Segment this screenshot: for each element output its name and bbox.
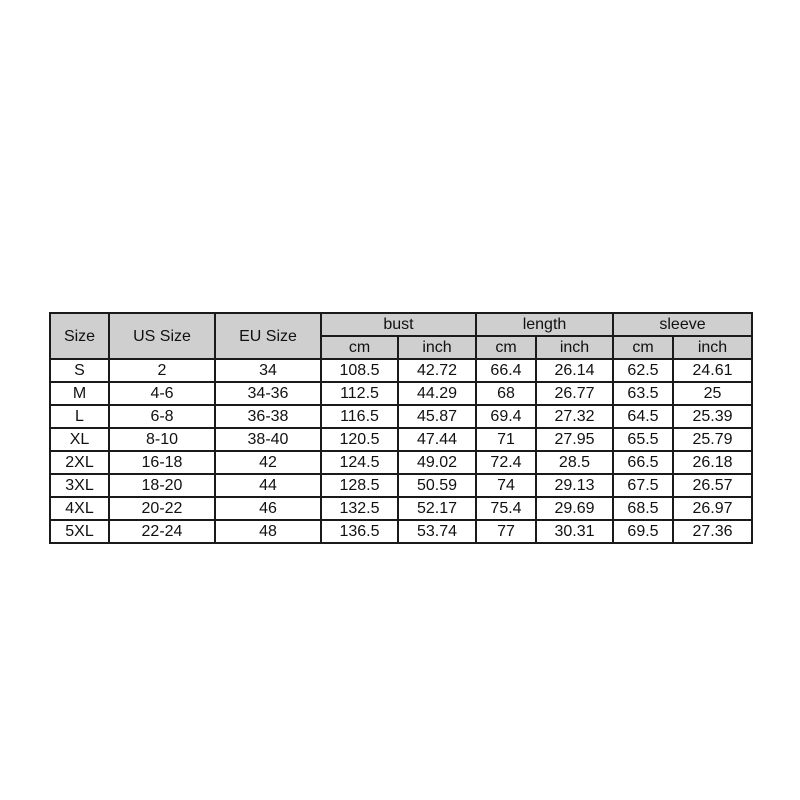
cell-bust-inch: 44.29 <box>398 382 476 405</box>
header-length-cm: cm <box>476 336 536 359</box>
cell-sleeve-inch: 25.79 <box>673 428 752 451</box>
cell-eu-size: 38-40 <box>215 428 321 451</box>
cell-length-cm: 77 <box>476 520 536 543</box>
cell-length-cm: 66.4 <box>476 359 536 382</box>
cell-eu-size: 34-36 <box>215 382 321 405</box>
cell-sleeve-cm: 65.5 <box>613 428 673 451</box>
cell-eu-size: 46 <box>215 497 321 520</box>
cell-us-size: 20-22 <box>109 497 215 520</box>
cell-bust-cm: 112.5 <box>321 382 398 405</box>
table-body <box>50 359 752 543</box>
cell-length-inch: 29.13 <box>536 474 613 497</box>
cell-bust-cm: 116.5 <box>321 405 398 428</box>
cell-bust-cm: 108.5 <box>321 359 398 382</box>
table-row <box>50 382 752 405</box>
cell-us-size: 2 <box>109 359 215 382</box>
table-row <box>50 405 752 428</box>
cell-sleeve-cm: 63.5 <box>613 382 673 405</box>
table-row <box>50 451 752 474</box>
cell-eu-size: 34 <box>215 359 321 382</box>
cell-sleeve-inch: 26.57 <box>673 474 752 497</box>
cell-bust-inch: 42.72 <box>398 359 476 382</box>
cell-us-size: 6-8 <box>109 405 215 428</box>
cell-us-size: 16-18 <box>109 451 215 474</box>
table-row <box>50 474 752 497</box>
cell-bust-cm: 136.5 <box>321 520 398 543</box>
header-row-groups <box>50 313 752 336</box>
cell-size: 4XL <box>50 497 109 520</box>
header-sleeve-cm: cm <box>613 336 673 359</box>
cell-size: 3XL <box>50 474 109 497</box>
cell-sleeve-cm: 68.5 <box>613 497 673 520</box>
cell-sleeve-inch: 25.39 <box>673 405 752 428</box>
cell-sleeve-cm: 67.5 <box>613 474 673 497</box>
cell-bust-inch: 45.87 <box>398 405 476 428</box>
cell-bust-cm: 120.5 <box>321 428 398 451</box>
cell-length-cm: 68 <box>476 382 536 405</box>
header-sleeve: sleeve <box>613 313 752 336</box>
table-header <box>50 313 752 359</box>
cell-eu-size: 42 <box>215 451 321 474</box>
cell-sleeve-cm: 69.5 <box>613 520 673 543</box>
cell-size: XL <box>50 428 109 451</box>
cell-length-inch: 26.77 <box>536 382 613 405</box>
cell-length-cm: 75.4 <box>476 497 536 520</box>
cell-bust-cm: 124.5 <box>321 451 398 474</box>
header-size: Size <box>50 313 109 359</box>
table-row <box>50 520 752 543</box>
cell-bust-cm: 128.5 <box>321 474 398 497</box>
cell-us-size: 8-10 <box>109 428 215 451</box>
size-chart-table <box>49 312 753 544</box>
cell-length-cm: 69.4 <box>476 405 536 428</box>
cell-length-inch: 29.69 <box>536 497 613 520</box>
cell-eu-size: 48 <box>215 520 321 543</box>
cell-us-size: 22-24 <box>109 520 215 543</box>
cell-bust-inch: 47.44 <box>398 428 476 451</box>
cell-size: 2XL <box>50 451 109 474</box>
header-bust: bust <box>321 313 476 336</box>
cell-bust-inch: 52.17 <box>398 497 476 520</box>
cell-sleeve-cm: 66.5 <box>613 451 673 474</box>
cell-eu-size: 44 <box>215 474 321 497</box>
cell-size: L <box>50 405 109 428</box>
cell-size: M <box>50 382 109 405</box>
cell-bust-inch: 53.74 <box>398 520 476 543</box>
cell-sleeve-inch: 26.18 <box>673 451 752 474</box>
cell-bust-cm: 132.5 <box>321 497 398 520</box>
cell-length-inch: 30.31 <box>536 520 613 543</box>
cell-length-inch: 28.5 <box>536 451 613 474</box>
cell-bust-inch: 50.59 <box>398 474 476 497</box>
table-row <box>50 497 752 520</box>
header-length: length <box>476 313 613 336</box>
cell-length-inch: 27.32 <box>536 405 613 428</box>
cell-length-cm: 74 <box>476 474 536 497</box>
cell-size: S <box>50 359 109 382</box>
cell-length-inch: 27.95 <box>536 428 613 451</box>
cell-us-size: 18-20 <box>109 474 215 497</box>
table-row <box>50 359 752 382</box>
cell-us-size: 4-6 <box>109 382 215 405</box>
cell-sleeve-cm: 64.5 <box>613 405 673 428</box>
cell-length-cm: 72.4 <box>476 451 536 474</box>
header-bust-cm: cm <box>321 336 398 359</box>
header-length-inch: inch <box>536 336 613 359</box>
cell-length-inch: 26.14 <box>536 359 613 382</box>
cell-sleeve-cm: 62.5 <box>613 359 673 382</box>
cell-bust-inch: 49.02 <box>398 451 476 474</box>
table-row <box>50 428 752 451</box>
cell-size: 5XL <box>50 520 109 543</box>
cell-sleeve-inch: 27.36 <box>673 520 752 543</box>
header-bust-inch: inch <box>398 336 476 359</box>
cell-sleeve-inch: 26.97 <box>673 497 752 520</box>
header-eu-size: EU Size <box>215 313 321 359</box>
header-us-size: US Size <box>109 313 215 359</box>
cell-sleeve-inch: 25 <box>673 382 752 405</box>
cell-eu-size: 36-38 <box>215 405 321 428</box>
cell-sleeve-inch: 24.61 <box>673 359 752 382</box>
cell-length-cm: 71 <box>476 428 536 451</box>
header-sleeve-inch: inch <box>673 336 752 359</box>
